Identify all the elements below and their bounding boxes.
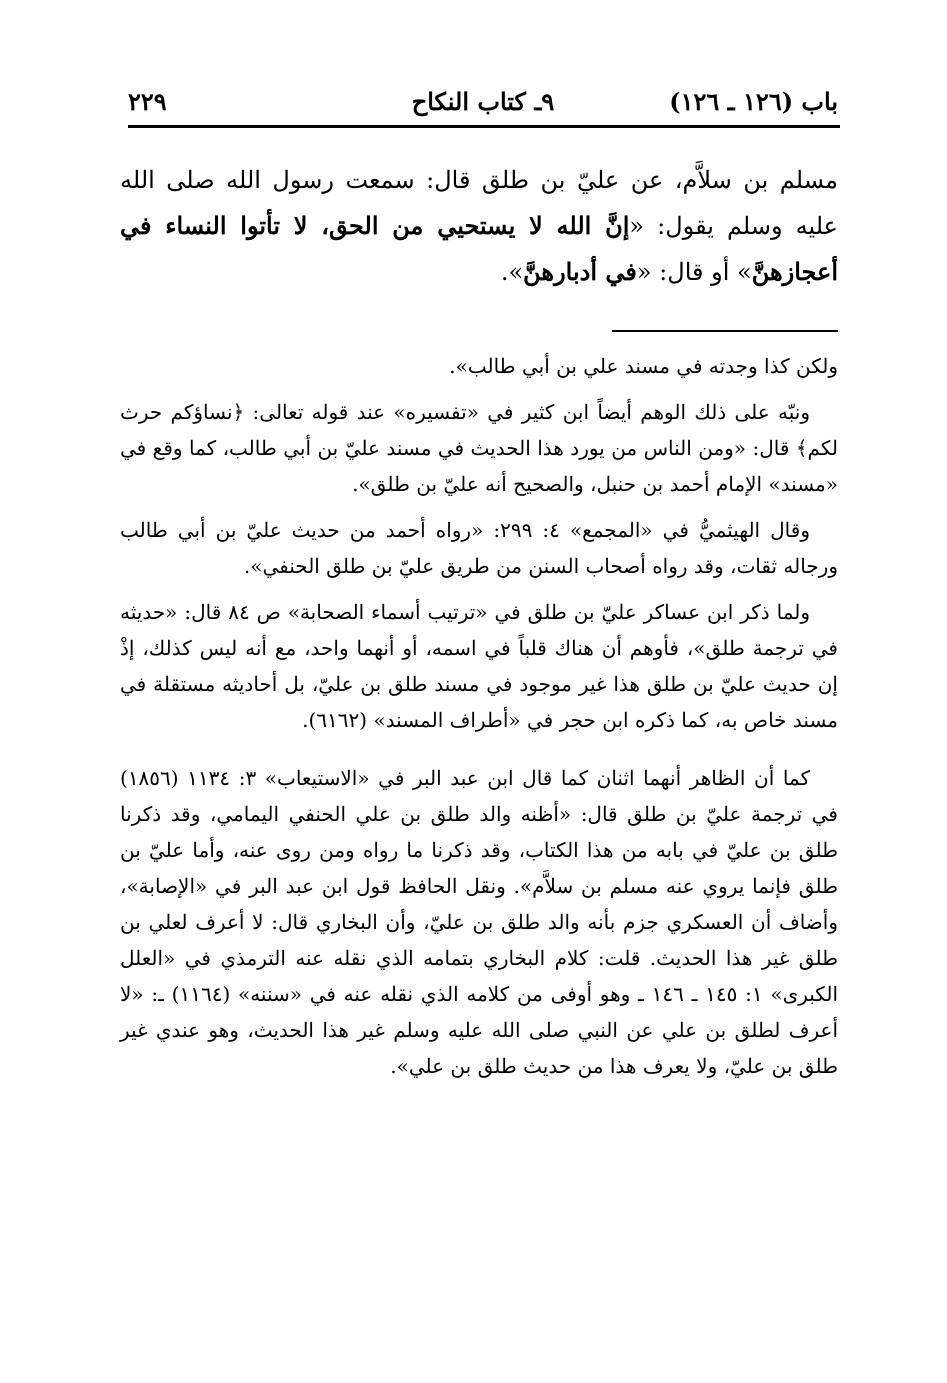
footnotes [120,348,838,1094]
main-paragraph [120,158,838,295]
page-number: ٢٢٩ [128,87,167,116]
footnote-paragraph: ونبّه على ذلك الوهم أيضاً ابن كثير في «تفسيره» عند قوله تعالى: ﴿نساؤكم حرث لكم﴾ قال: «ومن الناس من يورد هذا الحديث في مسند عليّ بن أبي طالب، كما وقع في «مسند» الإمام أحمد بن حنبل، والصحيح أنه عليّ بن طلق». [120,400,838,496]
intro-text: مسلم بن سلاَّم، عن عليّ بن طلق قال: سمعت رسول الله صلى الله عليه وسلم يقول: « [120,166,838,240]
running-header [128,84,838,120]
footnote-paragraph: وقال الهيثميُّ في «المجمع» ٤: ٢٩٩: «رواه أحمد من حديث عليّ بن أبي طالب ورجاله ثقات، وقد رواه أصحاب السنن من طريق عليّ بن طلق الحنفي». [120,518,838,578]
hadith-text-1: إنَّ الله لا يستحيي من الحق، لا تأتوا النساء في أعجازهنَّ [120,211,838,286]
book-title: ٩ـ كتاب النكاح [411,87,555,116]
header-rule [128,125,840,128]
closing-text: ». [500,258,524,286]
main-text [120,158,838,295]
footnote-paragraph: ولما ذكر ابن عساكر عليّ بن طلق في «ترتيب أسماء الصحابة» ص ٨٤ قال: «حديثه في ترجمة طلق»، فأوهم أن هناك قلباً في اسمه، أو أنهما واحد، مع أنه ليس كذلك، إذْ إن حديث عليّ بن طلق هذا غير موجود في مسند طلق بن عليّ، بل أحاديثه مستقلة في مسند خاص به، كما ذكره ابن حجر في «أطراف المسند» (٦١٦٢). [120,600,838,732]
connector-text: » أو قال: « [636,258,752,286]
footnote-paragraph: كما أن الظاهر أنهما اثنان كما قال ابن عبد البر في «الاستيعاب» ٣: ١١٣٤ (١٨٥٦) في ترجمة عليّ بن طلق قال: «أظنه والد طلق بن علي الحنفي اليمامي، وقد ذكرنا طلق بن عليّ في بابه من هذا الكتاب، وقد ذكرنا ما رواه ومن روى عنه، وأما عليّ بن طلق فإنما يروي عنه مسلم بن سلاَّم». ونقل الحافظ قول ابن عبد البر في «الإصابة»، وأضاف أن العسكري جزم بأنه والد طلق بن عليّ، وأن البخاري قال: لا أعرف لعلي بن طلق غير هذا الحديث. قلت: كلام البخاري بتمامه الذي نقله عنه الترمذي في «العلل الكبرى» ١: ١٤٥ ـ ١٤٦ ـ وهو أوفى من كلامه الذي نقله عنه في «سننه» (١١٦٤) ـ: «لا أعرف لطلق بن علي عن النبي صلى الله عليه وسلم غير هذا الحديث، وهو عندي غير طلق بن عليّ، ولا يعرف هذا من حديث طلق بن علي». [120,766,839,1078]
hadith-text-2: في أدبارهنَّ [523,257,637,286]
footnote-paragraph: ولكن كذا وجدته في مسند علي بن أبي طالب». [449,354,838,378]
footnote-separator [612,330,838,332]
chapter-reference: باب (١٢٦ ـ ١٢٦) [669,87,838,116]
